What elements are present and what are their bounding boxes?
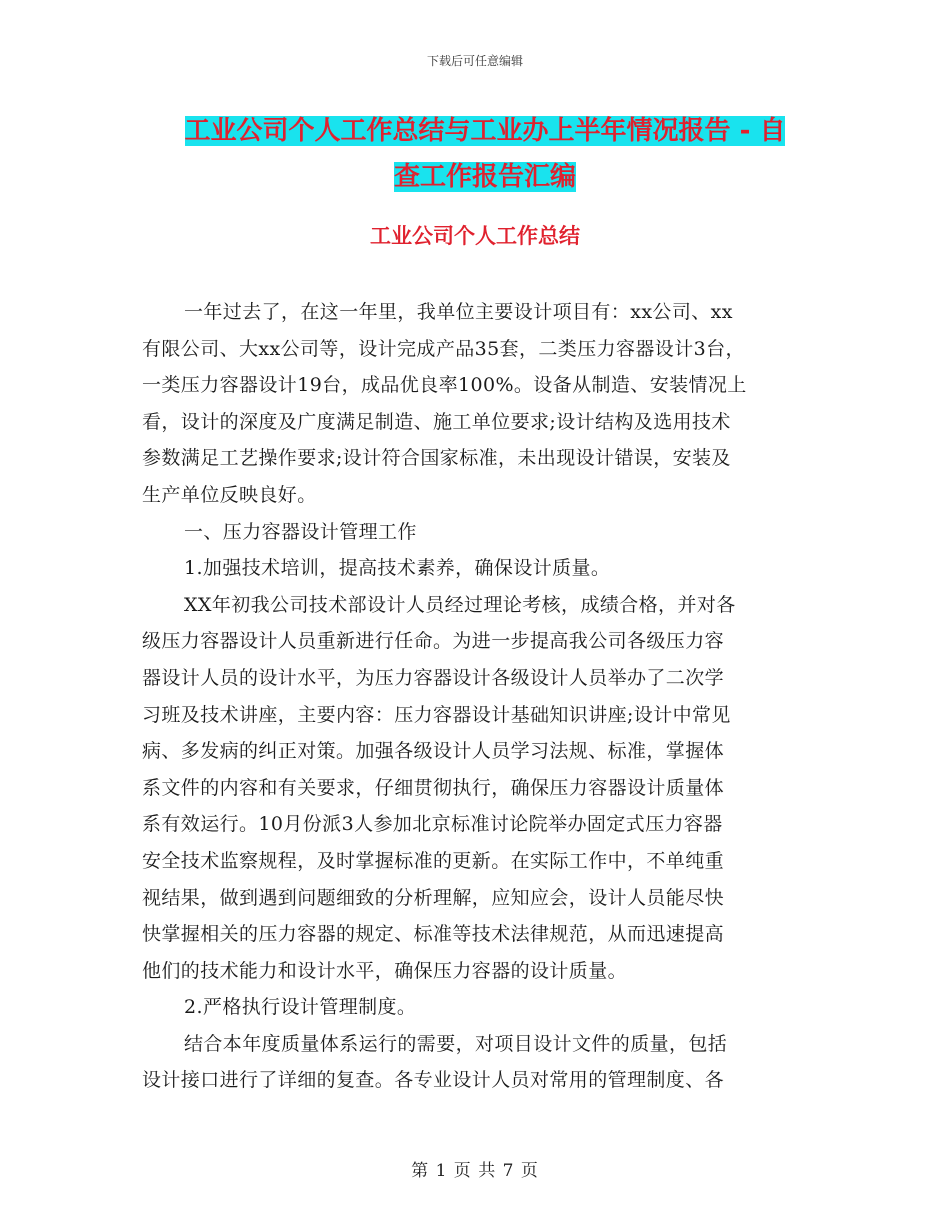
paragraph-line: 视结果，做到遇到问题细致的分析理解，应知应会，设计人员能尽快 xyxy=(142,886,725,909)
section-title: 工业公司个人工作总结 xyxy=(370,224,580,248)
subheading-line: 1.加强技术培训，提高技术素养，确保设计质量。 xyxy=(184,557,611,580)
document-title-line-2: 查工作报告汇编 xyxy=(393,162,576,192)
document-title-line-1: 工业公司个人工作总结与工业办上半年情况报告 - 自 xyxy=(184,116,786,146)
paragraph-line: 病、多发病的纠正对策。加强各级设计人员学习法规、标准，掌握体 xyxy=(142,740,725,763)
paragraph-line: 器设计人员的设计水平，为压力容器设计各级设计人员举办了二次学 xyxy=(142,666,725,689)
subheading-line: 2.严格执行设计管理制度。 xyxy=(184,996,417,1019)
body-text xyxy=(142,294,812,1099)
paragraph-line: 设计接口进行了详细的复查。各专业设计人员对常用的管理制度、各 xyxy=(142,1069,725,1092)
heading-line: 一、压力容器设计管理工作 xyxy=(184,520,417,543)
paragraph-line: 看，设计的深度及广度满足制造、施工单位要求;设计结构及选用技术 xyxy=(142,410,731,433)
paragraph-line: 参数满足工艺操作要求;设计符合国家标准，未出现设计错误，安装及 xyxy=(142,447,731,470)
paragraph-line: 生产单位反映良好。 xyxy=(142,483,317,506)
paragraph-line: XX年初我公司技术部设计人员经过理论考核，成绩合格，并对各 xyxy=(184,593,736,616)
document-title xyxy=(140,108,830,200)
header-note: 下载后可任意编辑 xyxy=(426,54,523,68)
paragraph-line: 一类压力容器设计19台，成品优良率100%。设备从制造、安装情况上 xyxy=(142,374,747,397)
paragraph-line: 快掌握相关的压力容器的规定、标准等技术法律规范，从而迅速提高 xyxy=(142,923,725,946)
paragraph-line: 一年过去了，在这一年里，我单位主要设计项目有：xx公司、xx xyxy=(184,301,733,323)
paragraph-line: 有限公司、大xx公司等，设计完成产品35套，二类压力容器设计3台， xyxy=(142,337,745,360)
paragraph-line: 级压力容器设计人员重新进行任命。为进一步提高我公司各级压力容 xyxy=(142,630,725,653)
paragraph-line: 系文件的内容和有关要求，仔细贯彻执行，确保压力容器设计质量体 xyxy=(142,776,725,799)
paragraph-line: 结合本年度质量体系运行的需要，对项目设计文件的质量，包括 xyxy=(184,1032,728,1055)
paragraph-line: 习班及技术讲座，主要内容：压力容器设计基础知识讲座;设计中常见 xyxy=(142,703,731,726)
paragraph-line: 安全技术监察规程，及时掌握标准的更新。在实际工作中，不单纯重 xyxy=(142,849,725,872)
paragraph-line: 他们的技术能力和设计水平，确保压力容器的设计质量。 xyxy=(142,959,628,982)
paragraph-line: 系有效运行。10月份派3人参加北京标准讨论院举办固定式压力容器 xyxy=(142,813,723,836)
page-footer: 第 1 页 共 7 页 xyxy=(411,1161,539,1181)
